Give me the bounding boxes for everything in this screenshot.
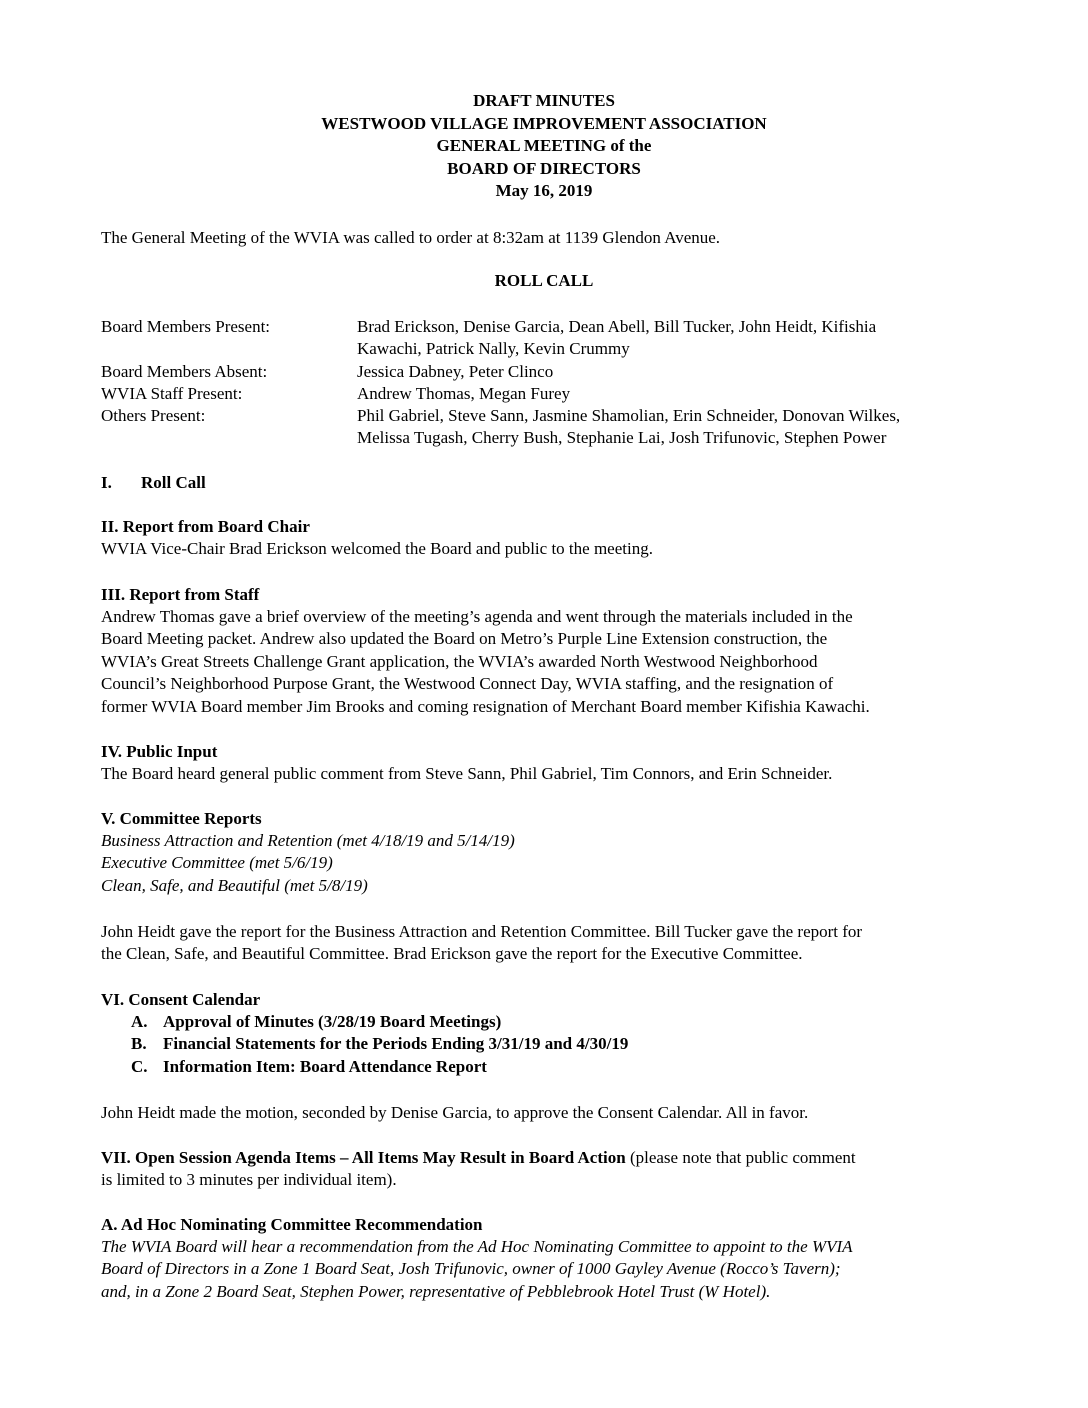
roll-present-line-2: Kawachi, Patrick Nally, Kevin Crummy xyxy=(357,339,630,359)
section-1-title: Roll Call xyxy=(141,473,206,492)
section-3-line-4: Council’s Neighborhood Purpose Grant, the Westwood Connect Day, WVIA staffing, and the resignation of xyxy=(101,674,834,694)
consent-item xyxy=(131,1056,981,1078)
roll-staff-label: WVIA Staff Present: xyxy=(101,384,243,403)
section-1-heading xyxy=(101,472,981,494)
committee-item: Clean, Safe, and Beautiful (met 5/8/19) xyxy=(101,875,368,895)
section-1-number: I. xyxy=(101,473,112,492)
roll-present-values xyxy=(357,316,989,361)
roll-present-line-1: Brad Erickson, Denise Garcia, Dean Abell, Bill Tucker, John Heidt, Kifishia xyxy=(357,317,877,336)
section-4-body: The Board heard general public comment from Steve Sann, Phil Gabriel, Tim Connors, and Erin Schneider. xyxy=(101,764,833,783)
section-7-note: (please note that public comment xyxy=(625,1148,856,1167)
roll-others-line-2: Melissa Tugash, Cherry Bush, Stephanie Lai, Josh Trifunovic, Stephen Power xyxy=(357,428,887,448)
committee-list xyxy=(101,830,981,897)
section-7a-line-2: Board of Directors in a Zone 1 Board Seat, Josh Trifunovic, owner of 1000 Gayley Avenue (Rocco’s Tavern); xyxy=(101,1259,841,1279)
section-2-heading: II. Report from Board Chair xyxy=(101,517,310,536)
section-7a-heading: A. Ad Hoc Nominating Committee Recommendation xyxy=(101,1215,483,1234)
document-title xyxy=(0,90,1088,203)
section-6-heading: VI. Consent Calendar xyxy=(101,990,261,1009)
consent-motion: John Heidt made the motion, seconded by Denise Garcia, to approve the Consent Calendar. All in favor. xyxy=(101,1103,809,1122)
section-7-line-2: is limited to 3 minutes per individual item). xyxy=(101,1170,397,1190)
section-3-line-5: former WVIA Board member Jim Brooks and coming resignation of Merchant Board member Kifishia Kawachi. xyxy=(101,696,870,716)
committee-item: Business Attraction and Retention (met 4/18/19 and 5/14/19) xyxy=(101,831,515,850)
roll-call-heading: ROLL CALL xyxy=(494,271,594,290)
section-2-body: WVIA Vice-Chair Brad Erickson welcomed the Board and public to the meeting. xyxy=(101,539,653,558)
roll-staff-values: Andrew Thomas, Megan Furey xyxy=(357,384,571,403)
title-line-draft: DRAFT MINUTES xyxy=(473,91,615,110)
title-line-org: WESTWOOD VILLAGE IMPROVEMENT ASSOCIATION xyxy=(321,113,767,133)
section-5-line-2: the Clean, Safe, and Beautiful Committee. Brad Erickson gave the report for the Executive Committee. xyxy=(101,944,803,964)
section-7a-line-1: The WVIA Board will hear a recommendation from the Ad Hoc Nominating Committee to appoint to the WVIA xyxy=(101,1237,853,1256)
section-7-paragraph xyxy=(101,1147,981,1192)
section-3-heading: III. Report from Staff xyxy=(101,585,260,604)
section-5-heading: V. Committee Reports xyxy=(101,809,262,828)
section-7a-line-3: and, in a Zone 2 Board Seat, Stephen Power, representative of Pebblebrook Hotel Trust (W Hotel). xyxy=(101,1281,771,1301)
consent-item-letter: C. xyxy=(131,1056,148,1076)
consent-item xyxy=(131,1033,981,1055)
roll-absent-values: Jessica Dabney, Peter Clinco xyxy=(357,362,554,381)
section-3-line-1: Andrew Thomas gave a brief overview of the meeting’s agenda and went through the materials included in the xyxy=(101,607,853,626)
intro-paragraph: The General Meeting of the WVIA was called to order at 8:32am at 1139 Glendon Avenue. xyxy=(101,228,721,247)
roll-absent-label: Board Members Absent: xyxy=(101,362,268,381)
consent-item-text: Financial Statements for the Periods Ending 3/31/19 and 4/30/19 xyxy=(163,1034,629,1054)
consent-item-text: Approval of Minutes (3/28/19 Board Meetings) xyxy=(163,1012,502,1031)
roll-others-label: Others Present: xyxy=(101,406,206,425)
section-7-heading: VII. Open Session Agenda Items – All Items May Result in Board Action xyxy=(101,1148,626,1167)
consent-list xyxy=(131,1011,981,1078)
section-7-line-1 xyxy=(101,1147,981,1169)
meeting-date: May 16, 2019 xyxy=(495,181,593,201)
section-3-body xyxy=(101,606,981,718)
consent-item-letter: A. xyxy=(131,1012,148,1031)
section-4-heading: IV. Public Input xyxy=(101,742,218,761)
roll-present-label: Board Members Present: xyxy=(101,317,271,336)
section-5-body xyxy=(101,921,981,966)
section-5-line-1: John Heidt gave the report for the Business Attraction and Retention Committee. Bill Tucker gave the report for xyxy=(101,922,863,941)
section-7a-body xyxy=(101,1236,981,1303)
section-3-line-2: Board Meeting packet. Andrew also updated the Board on Metro’s Purple Line Extension construction, the xyxy=(101,629,828,649)
consent-item-text: Information Item: Board Attendance Report xyxy=(163,1056,487,1076)
section-3-line-3: WVIA’s Great Streets Challenge Grant application, the WVIA’s awarded North Westwood Neighborhood xyxy=(101,651,818,671)
consent-item xyxy=(131,1011,981,1033)
consent-item-letter: B. xyxy=(131,1034,147,1054)
title-line-meeting: GENERAL MEETING of the xyxy=(436,136,652,156)
roll-others-values xyxy=(357,405,989,450)
roll-others-line-1: Phil Gabriel, Steve Sann, Jasmine Shamolian, Erin Schneider, Donovan Wilkes, xyxy=(357,406,901,425)
title-line-board: BOARD OF DIRECTORS xyxy=(447,158,641,178)
committee-item: Executive Committee (met 5/6/19) xyxy=(101,853,333,873)
